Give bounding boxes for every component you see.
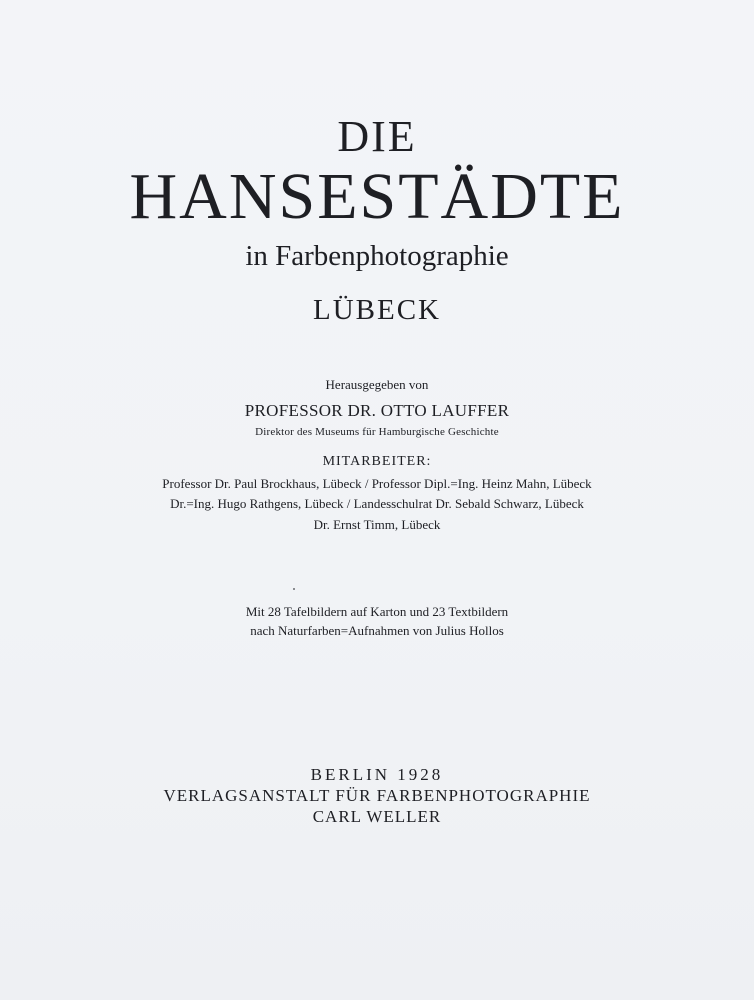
imprint-publisher: VERLAGSANSTALT FÜR FARBENPHOTOGRAPHIE (163, 786, 591, 805)
editor-label: Herausgegeben von (325, 377, 429, 392)
subtitle: in Farbenphotographie (245, 240, 509, 272)
editor-position: Direktor des Museums für Hamburgische Geschichte (255, 426, 499, 438)
imprint-publisher-name: CARL WELLER (312, 807, 442, 826)
contributors-label: MITARBEITER: (322, 454, 432, 469)
contributors-line: Professor Dr. Paul Brockhaus, Lübeck / Professor Dipl.=Ing. Heinz Mahn, Lübeck (162, 476, 592, 491)
imprint-place-year: BERLIN 1928 (310, 765, 444, 784)
contributors-line: Dr.=Ing. Hugo Rathgens, Lübeck / Landesschulrat Dr. Sebald Schwarz, Lübeck (170, 496, 584, 511)
title-article: DIE (337, 112, 417, 161)
plates-line: nach Naturfarben=Aufnahmen von Julius Hollos (250, 623, 504, 638)
contributors-line: Dr. Ernst Timm, Lübeck (313, 517, 441, 532)
volume-city: LÜBECK (313, 294, 441, 326)
editor-name: PROFESSOR DR. OTTO LAUFFER (244, 401, 510, 420)
main-title: HANSESTÄDTE (129, 160, 625, 233)
plates-line: Mit 28 Tafelbildern auf Karton und 23 Textbildern (245, 604, 509, 619)
decorative-dot (293, 588, 295, 590)
